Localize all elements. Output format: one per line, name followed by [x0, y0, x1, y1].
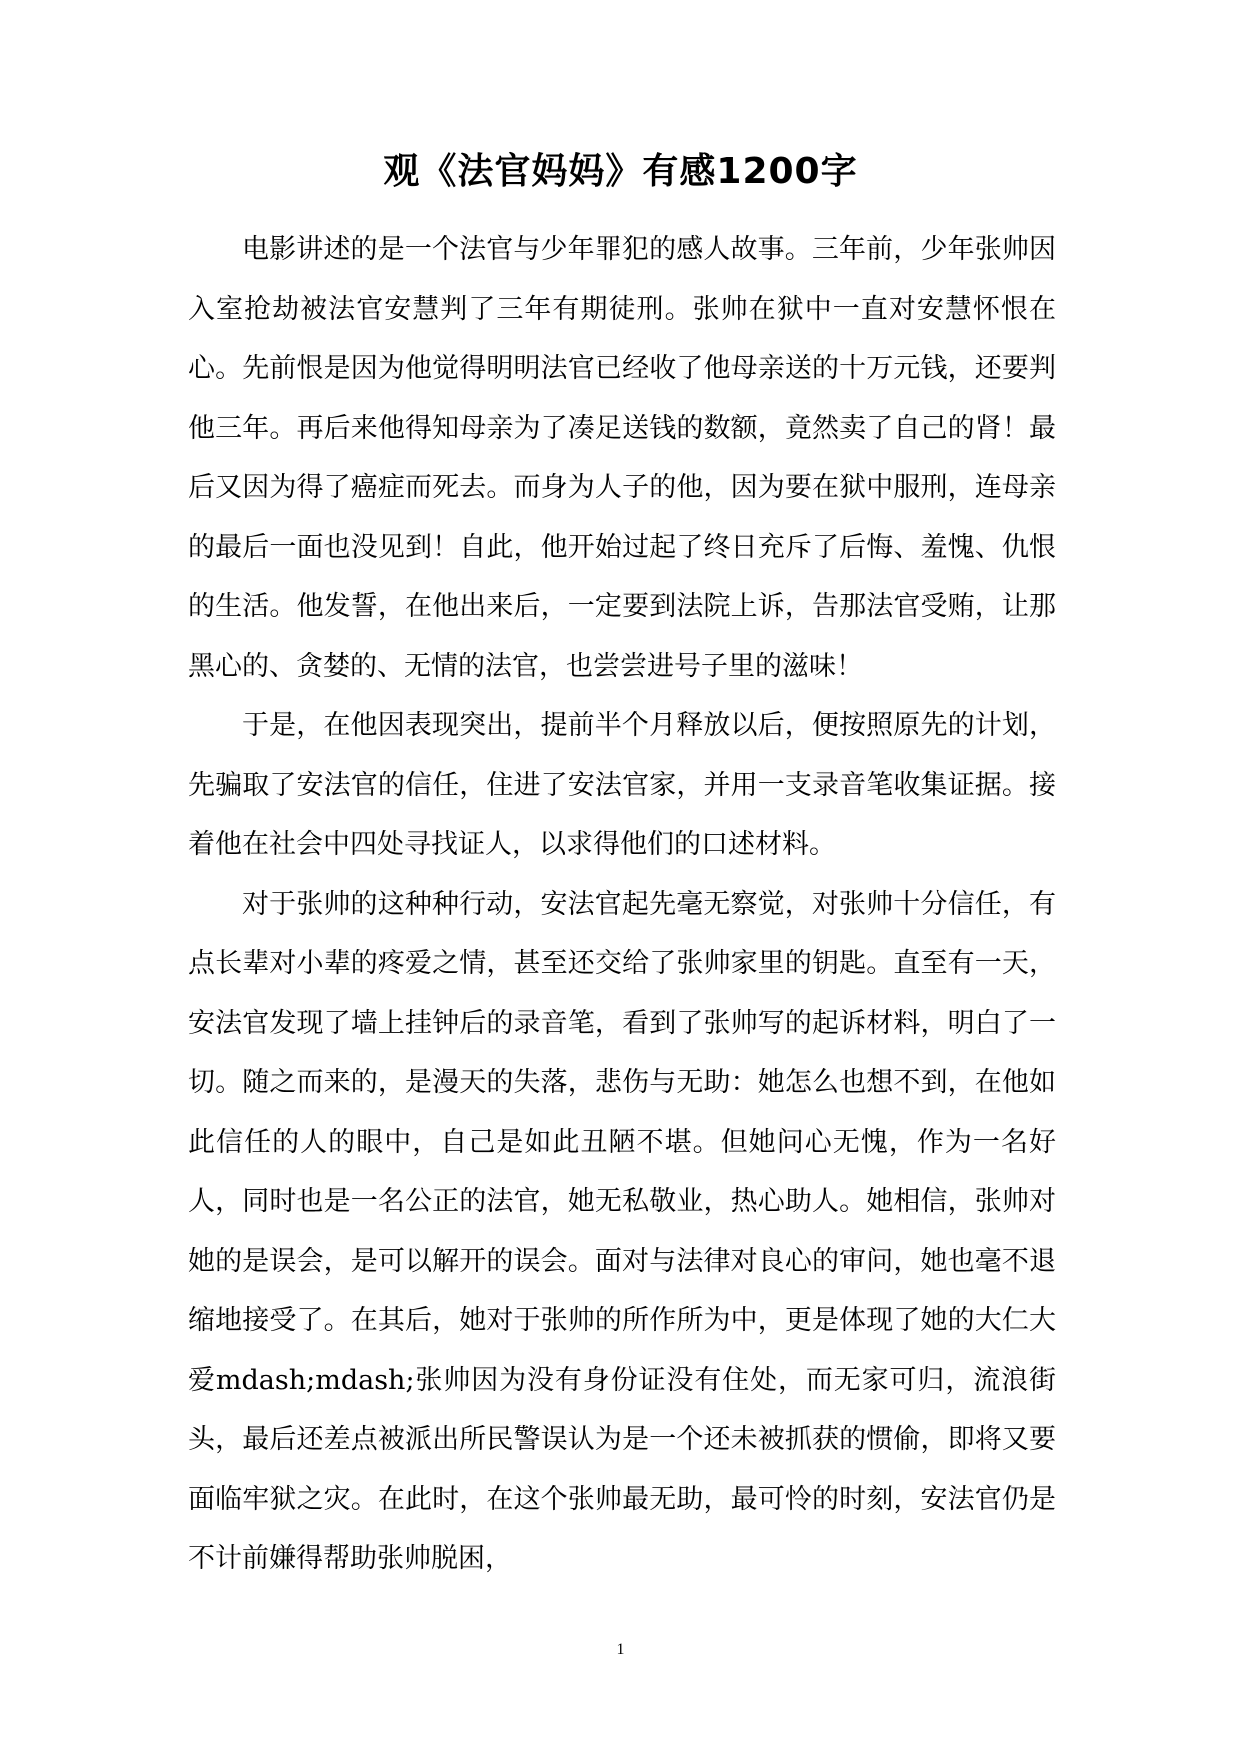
paragraph-2: 于是，在他因表现突出，提前半个月释放以后，便按照原先的计划，先骗取了安法官的信任，住进了安法官家，并用一支录音笔收集证据。接着他在社会中四处寻找证人，以求得他们的口述材料。	[188, 710, 1056, 860]
page-number: 1	[616, 1641, 625, 1658]
paragraph-3: 对于张帅的这种种行动，安法官起先毫无察觉，对张帅十分信任，有点长辈对小辈的疼爱之情，甚至还交给了张帅家里的钥匙。直至有一天，安法官发现了墙上挂钟后的录音笔，看到了张帅写的起诉材料，明白了一切。随之而来的，是漫天的失落，悲伤与无助：她怎么也想不到，在他如此信任的人的眼中，自己是如此丑陋不堪。但她问心无愧，作为一名好人，同时也是一名公正的法官，她无私敬业，热心助人。她相信，张帅对她的是误会，是可以解开的误会。面对与法律对良心的审问，她也毫不退缩地接受了。在其后，她对于张帅的所作所为中，更是体现了她的大仁大爱mdash;mdash;张帅因为没有身份证没有住处，而无家可归，流浪街头，最后还差点被派出所民警误认为是一个还未被抓获的惯偷，即将又要面临牢狱之灾。在此时，在这个张帅最无助，最可怜的时刻，安法官仍是不计前嫌得帮助张帅脱困，	[188, 888, 1056, 1574]
document-title: 观《法官妈妈》有感1200字	[383, 151, 858, 192]
document-body	[188, 220, 1056, 1589]
paragraph-1: 电影讲述的是一个法官与少年罪犯的感人故事。三年前，少年张帅因入室抢劫被法官安慧判了三年有期徒刑。张帅在狱中一直对安慧怀恨在心。先前恨是因为他觉得明明法官已经收了他母亲送的十万元钱，还要判他三年。再后来他得知母亲为了凑足送钱的数额，竟然卖了自己的肾！最后又因为得了癌症而死去。而身为人子的他，因为要在狱中服刑，连母亲的最后一面也没见到！自此，他开始过起了终日充斥了后悔、羞愧、仇恨的生活。他发誓，在他出来后，一定要到法院上诉，告那法官受贿，让那黑心的、贪婪的、无情的法官，也尝尝进号子里的滋味！	[188, 234, 1056, 682]
